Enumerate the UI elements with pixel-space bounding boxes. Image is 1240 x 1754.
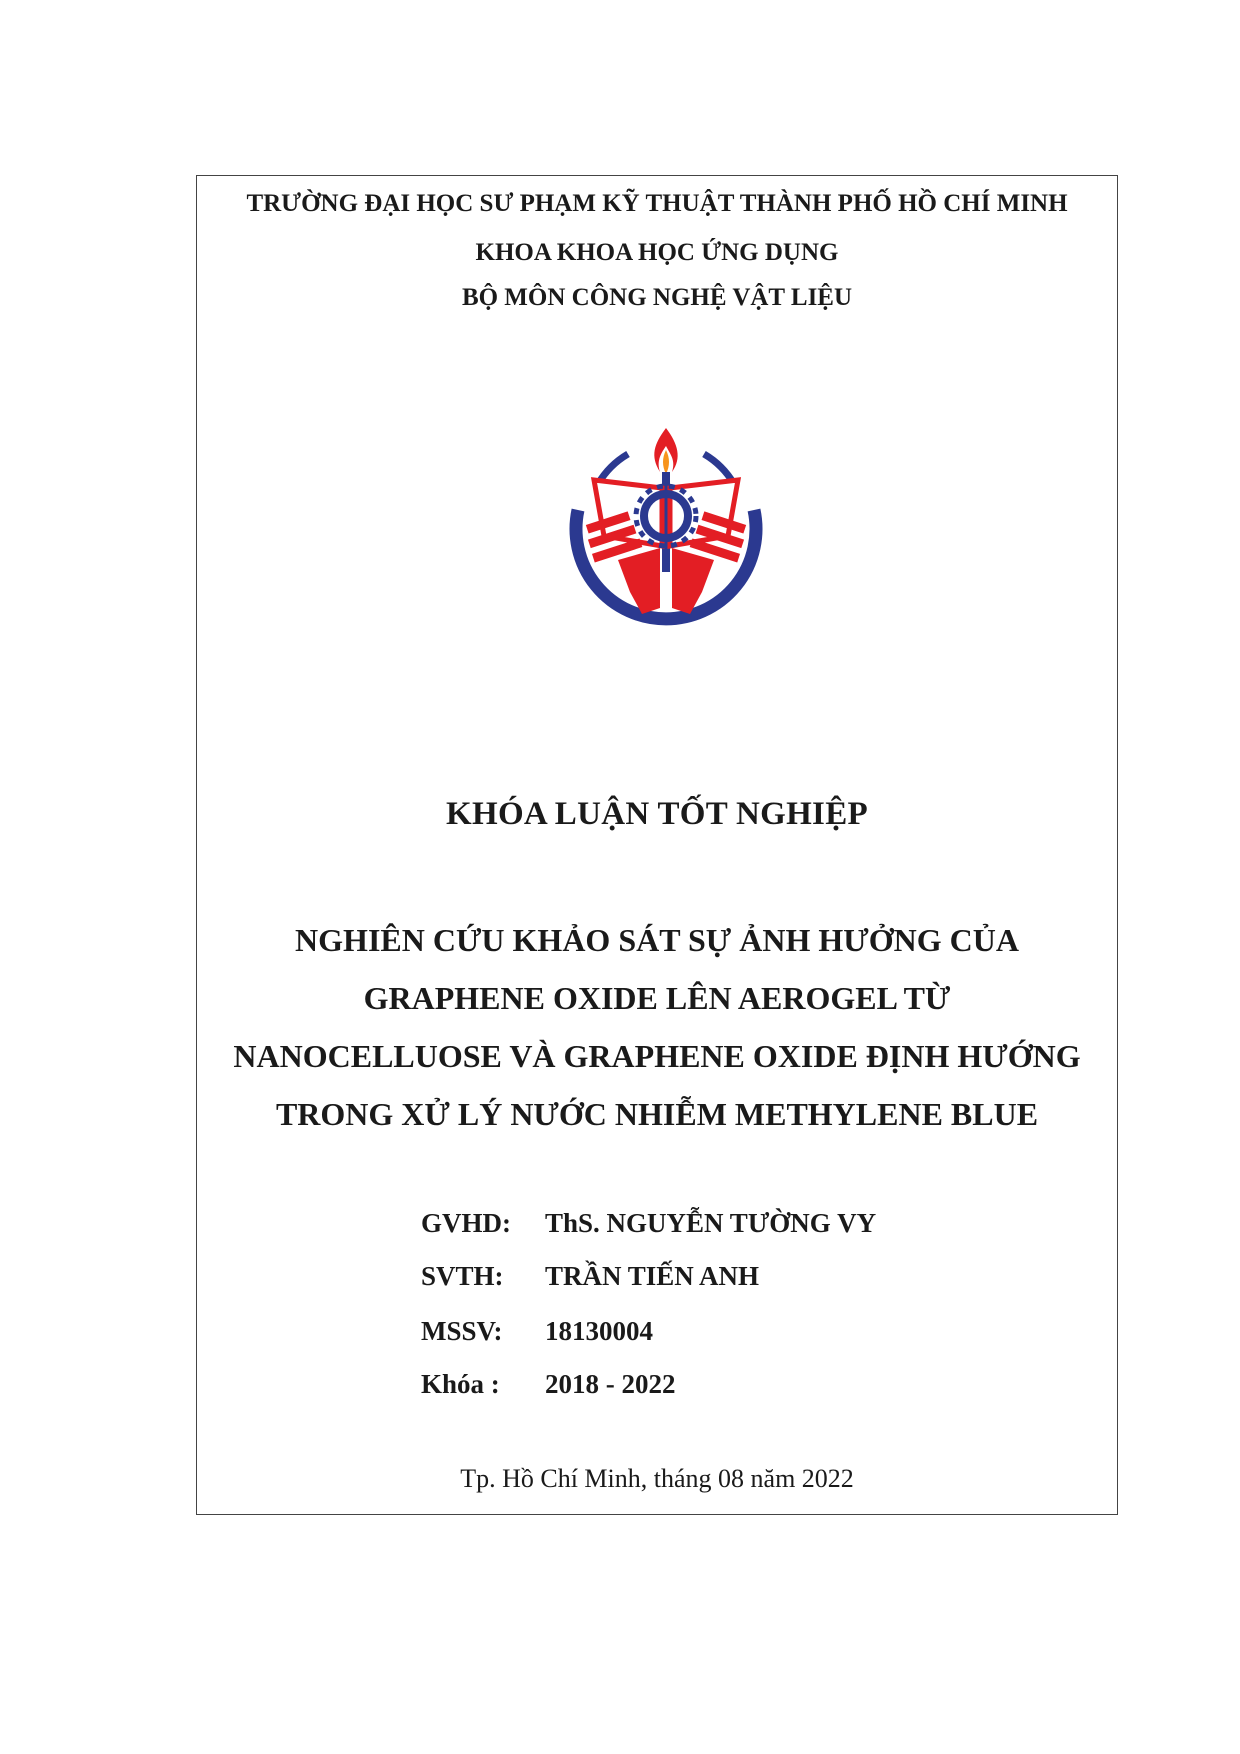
department-name: BỘ MÔN CÔNG NGHỆ VẬT LIỆU	[461, 284, 853, 311]
faculty-name: KHOA KHOA HỌC ỨNG DỤNG	[475, 239, 839, 266]
info-label: Khóa :	[421, 1369, 500, 1399]
thesis-title-line: NANOCELLUOSE VÀ GRAPHENE OXIDE ĐỊNH HƯỚNG	[233, 1038, 1081, 1074]
university-name: TRƯỜNG ĐẠI HỌC SƯ PHẠM KỸ THUẬT THÀNH PHỐ HỒ CHÍ MINH	[246, 190, 1068, 217]
info-value: TRẦN TIẾN ANH	[545, 1261, 760, 1291]
university-emblem-icon	[558, 422, 774, 638]
thesis-type: KHÓA LUẬN TỐT NGHIỆP	[446, 796, 868, 832]
info-value: 18130004	[545, 1316, 653, 1346]
place-date: Tp. Hồ Chí Minh, tháng 08 năm 2022	[460, 1464, 854, 1493]
info-value: 2018 - 2022	[545, 1369, 676, 1399]
cover-page-frame	[196, 175, 1118, 1515]
thesis-title-line: GRAPHENE OXIDE LÊN AEROGEL TỪ	[363, 980, 951, 1016]
info-label: GVHD:	[421, 1208, 511, 1238]
thesis-title-line: TRONG XỬ LÝ NƯỚC NHIỄM METHYLENE BLUE	[275, 1096, 1039, 1132]
thesis-title-line: NGHIÊN CỨU KHẢO SÁT SỰ ẢNH HƯỞNG CỦA	[295, 922, 1019, 958]
info-label: MSSV:	[421, 1316, 503, 1346]
info-label: SVTH:	[421, 1261, 504, 1291]
info-value: ThS. NGUYỄN TƯỜNG VY	[545, 1208, 877, 1238]
